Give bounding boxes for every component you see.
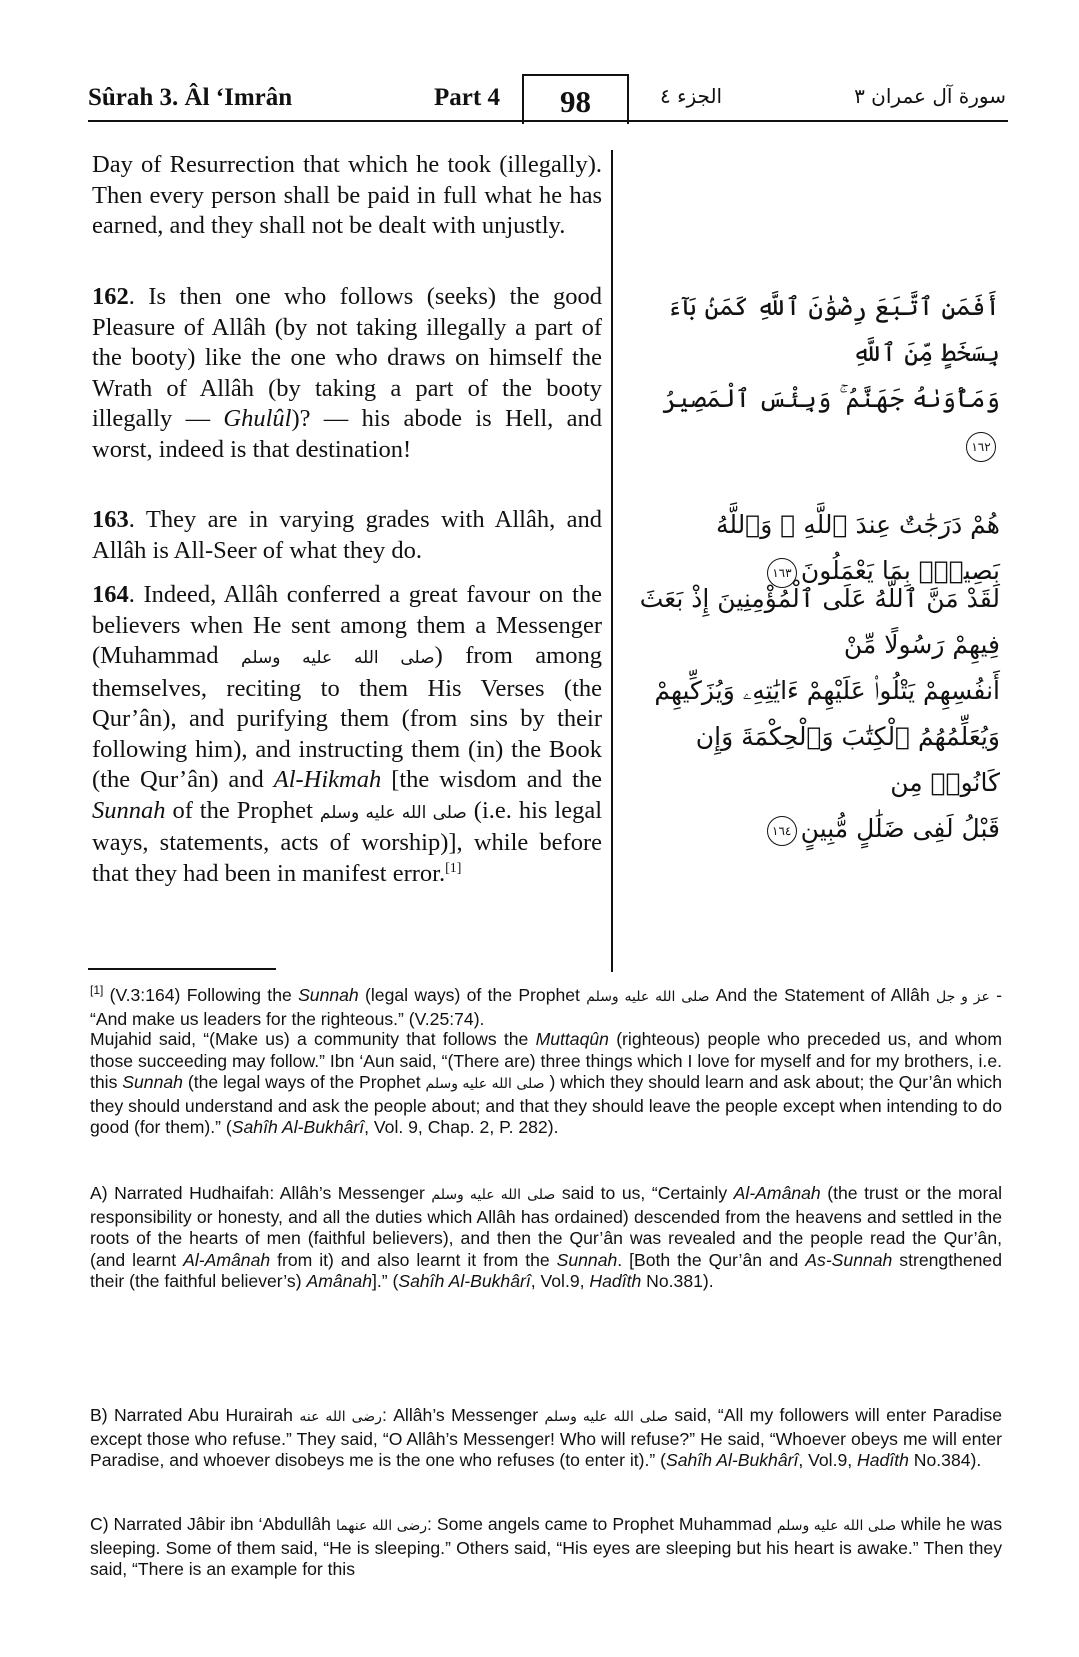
surah-title: Sûrah 3. Âl ‘Imrân (88, 84, 293, 111)
footnote-marker: [1] (90, 983, 104, 998)
salawat: صلى الله عليه وسلم (544, 1409, 668, 1425)
header-rule (88, 120, 1008, 122)
verse-number: 164 (92, 581, 129, 608)
verse-end-marker: ١٦٣ (767, 558, 797, 588)
salawat: صلى الله عليه وسلم (776, 1518, 897, 1534)
verse-end-marker: ١٦٤ (767, 816, 797, 846)
juz-arabic: الجزء ٤ (660, 84, 723, 108)
verse-161-continuation: Day of Resurrection that which he took (illegally). Then every person shall be paid in full what he has earned, and they shall not be dealt with unjustly. (92, 151, 602, 239)
part-label: Part 4 (434, 84, 500, 111)
page-header (88, 78, 1006, 124)
radiallahu-anhu: رضى الله عنه (299, 1409, 382, 1425)
radiallahu-anhuma: رضى الله عنهما (335, 1518, 428, 1534)
salawat: صلى الله عليه وسلم (431, 1187, 556, 1203)
column-divider (611, 150, 613, 972)
footnote-1: [1] (V.3:164) Following the Sunnah (legal ways) of the Prophet صلى الله عليه وسلم And the Statement of Allâh عز و جل - “And make us leaders for the righteous.” (V.25:74). (90, 983, 1003, 1029)
verse-end-marker: ١٦٢ (966, 432, 996, 462)
english-verse-164: 164. Indeed, Allâh conferred a great favour on the believers when He sent among them a Messenger (Muhammad صلى الله عليه وسلم) from among themselves, reciting to them His Verses (the Qur’ân), and purifying them (from sins by their following him), and instructing them (in) the Book (the Qur’ân) and Al-Hikmah [the wisdom and the Sunnah of the Prophet صلى الله عليه وسلم (i.e. his legal ways, statements, acts of worship)], while before that they had been in manifest error.[1] (92, 581, 603, 887)
footnote-narration-c: C) Narrated Jâbir ibn ‘Abdullâh رضى الله عنهما: Some angels came to Prophet Muhammad صلى الله عليه وسلم while he was sleeping. Some of them said, “He is sleeping.” Others said, “His eyes are sleeping but his heart is awake.” Then they said, “There is an example for this (90, 1514, 1002, 1579)
footnote-rule (88, 968, 276, 970)
english-verse-162: 162. Is then one who follows (seeks) the good Pleasure of Allâh (by not taking illegally a part of the booty) like the one who draws on himself the Wrath of Allâh (by taking a part of the booty illegally — Ghulûl)? — his abode is Hell, and worst, indeed is that destination! (92, 283, 602, 463)
footnote-narration-b: B) Narrated Abu Hurairah رضى الله عنه: Allâh’s Messenger صلى الله عليه وسلم said, “All my followers will enter Paradise except those who refuse.” They said, “O Allâh’s Messenger! Who will refuse?” He said, “Whoever obeys me will enter Paradise, and whoever disobeys me is the one who refuses (to enter it).” (Sahîh Al-Bukhârî, Vol.9, Hadîth No.384). (90, 1405, 1003, 1470)
verse-number: 162 (92, 283, 129, 310)
azza-wajal: عز و جل (936, 989, 990, 1005)
footnote-mujahid: Mujahid said, “(Make us) a community that follows the Muttaqûn (righteous) people who preceded us, and whom those succeeding may follow.” Ibn ‘Aun said, “(There are) three things which I love for myself and for my brothers, i.e. this Sunnah (the legal ways of the Prophet صلى الله عليه وسلم ) which they should learn and ask about; the Qur’ân which they should understand and ask the people about; and that they should leave the people except when intending to do good (for them).” (Sahîh Al-Bukhârî, Vol. 9, Chap. 2, P. 282). (90, 1029, 1002, 1137)
page-number: 98 (522, 74, 629, 124)
salawat: صلى الله عليه وسلم (425, 1076, 545, 1092)
salawat: صلى الله عليه وسلم (586, 989, 710, 1005)
arabic-verse-164: لَقَدْ مَنَّ ٱللَّهُ عَلَى ٱلْمُؤْمِنِينَ إِذْ بَعَثَ فِيهِمْ رَسُولًا مِّنْ أَنفُسِهِمْ يَتْلُوا۟ عَلَيْهِمْ ءَايَٰتِهِۦ وَيُزَكِّيهِمْ وَيُعَلِّمُهُمُ ٱلْكِتَٰبَ وَٱلْحِكْمَةَ وَإِن كَانُوا۟ مِن قَبْلُ لَفِى ضَلَٰلٍ مُّبِينٍ١٦٤ (628, 576, 1000, 852)
footnote-narration-a: A) Narrated Hudhaifah: Allâh’s Messenger صلى الله عليه وسلم said to us, “Certainly Al-Amânah (the trust or the moral responsibility or honesty, and all the duties which Allâh has ordained) descended from the heavens and settled in the roots of the hearts of men (faithful believers), and then the Qur’ân was revealed and the people read the Qur’ân, (and learnt Al-Amânah from it) and also learnt it from the Sunnah. [Both the Qur’ân and As-Sunnah strengthened their (the faithful believer’s) Amânah].” (Sahîh Al-Bukhârî, Vol.9, Hadîth No.381). (90, 1183, 1003, 1291)
english-continuation (92, 150, 602, 242)
salawat: صلى الله عليه وسلم (241, 648, 435, 668)
arabic-verse-162: أَفَمَنِ ٱتَّبَعَ رِضْوَٰنَ ٱللَّهِ كَمَنۢ بَآءَ بِسَخَطٍ مِّنَ ٱللَّهِ وَمَأْوَىٰهُ جَهَنَّمُ ۚ وَبِئْسَ ٱلْمَصِيرُ١٦٢ (628, 284, 1000, 468)
arabic-verse-163: هُمْ دَرَجَٰتٌ عِندَ ٱللَّهِ ۗ وَٱللَّهُ بَصِيرٌۢ بِمَا يَعْمَلُونَ١٦٣ (628, 502, 1000, 594)
verse-number: 163 (92, 506, 129, 533)
salawat: صلى الله عليه وسلم (319, 802, 467, 823)
surah-title-arabic: سورة آل عمران ٣ (854, 84, 1006, 108)
footnote-reference: [1] (445, 860, 462, 876)
english-verse-163: 163. They are in varying grades with Allâh, and Allâh is All-Seer of what they do. (92, 506, 602, 564)
